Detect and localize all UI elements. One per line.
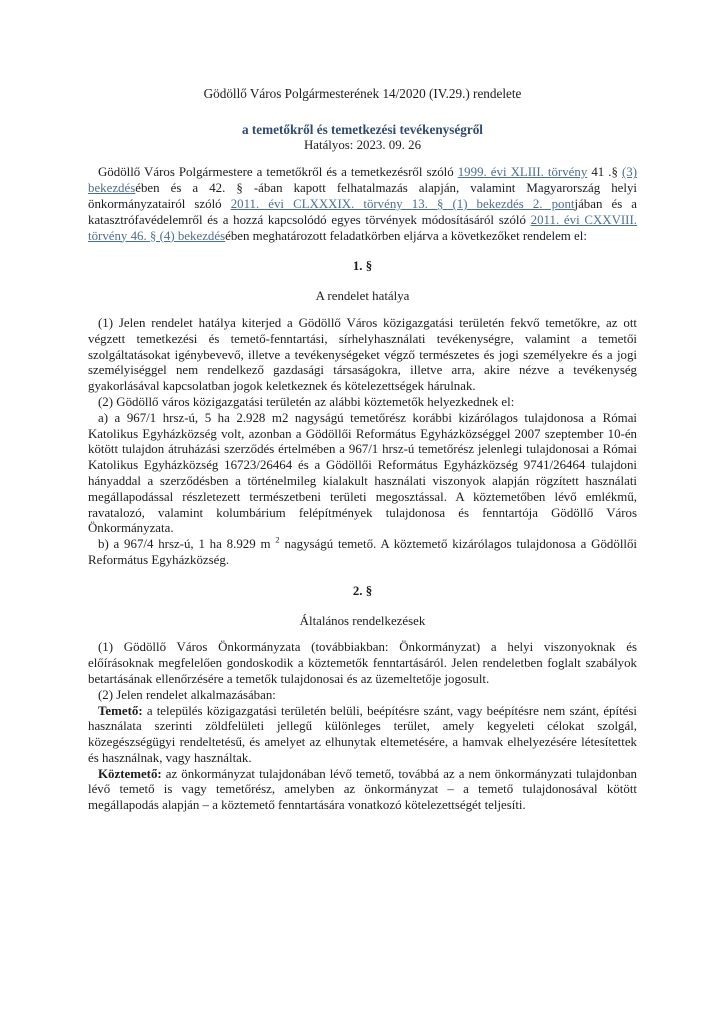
superscript-number: 2 (275, 534, 280, 545)
text-run: (1) Jelen rendelet hatálya kiterjed a Gödöllő Város közigazgatási területén fekvő temetőkre, az ott végzett temetkezési és temető-fenntartási, sírhelyhasználati tevékenységre, valamint a temetői szolgáltatásokat igénybevevő, illetve a tevékenységeket végző természetes és jogi személyekre és a jogi személyiséggel nem rendelkező gazdasági társaságokra, illetve arra, akire nézve a tevékenység gyakorlásával kapcsolatban jogok keletkeznek és kötelezettségek hárulnak. (88, 315, 637, 394)
legal-reference-link[interactable]: 1999. évi XLIII. törvény (457, 165, 588, 180)
text-run: az önkormányzat tulajdonában lévő temető, továbbá az a nem önkormányzati tulajdonban lévő temető is vagy temetőrész, amelyben az önkormányzat – a temető tulajdonosával kötött megállapodás alapján – a köztemető fenntartására vonatkozó kötelezettségét teljesíti. (88, 766, 637, 813)
text-run: (1) Gödöllő Város Önkormányzata (továbbiakban: Önkormányzat) a helyi viszonyoknak és előírásoknak megfelelően gondoskodik a köztemetők fenntartásáról. Jelen rendeletben foglalt szabályok betartásának ellenőrzésére a temetők tulajdonosai és az üzemeltetője jogosult. (88, 640, 637, 686)
paragraph (88, 688, 637, 704)
document-subtitle: a temetőkről és temetkezési tevékenységről (242, 121, 483, 137)
document-title: Gödöllő Város Polgármesterének 14/2020 (IV.29.) rendelete (203, 86, 522, 101)
section-number: 2. § (352, 583, 373, 598)
text-run: nagyságú temető. A köztemető kizárólagos tulajdonosa a Gödöllői Református Egyházközség. (88, 537, 638, 567)
paragraph (88, 767, 637, 814)
section-title: A rendelet hatálya (315, 289, 410, 304)
text-run: a település közigazgatási területén belüli, beépítésre szánt, vagy beépítésre nem szánt, építési használata szerinti zöldfelületi jellegű különleges terület, amely kegyeleti célokat szolgál, közegészségügyi rendeltetésű, és amelyet az elhunytak eltemetésére, a hamvak elhelyezésére létesítettek és használnak, vagy használtak. (88, 703, 637, 765)
legal-reference-link[interactable]: (3) bekezdés (88, 165, 637, 196)
text-run: a) a 967/1 hrsz-ú, 5 ha 2.928 m2 nagyságú temetőrész korábbi kizárólagos tulajdonosa a Római Katolikus Egyházközség volt, azonban a Gödöllői Református Egyházközséggel 2007 szeptember 10-én kötött tulajdon átruházási szerződés értelmében a 967/1 hrsz-ú temetőrész jelenlegi tulajdonosai a Római Katolikus Egyházközség 16723/26464 és a Gödöllői Református Egyházközség 9741/26464 tulajdoni hányaddal a szerződésben a történelmileg kialakult használati viszonyok alapján rögzített használati megállapodással részletezett természetbeni területi megosztással. A köztemetőben lévő emlékmű, ravatalozó, valamint kolumbárium felépítmények tulajdonosa és fenntartója Gödöllő Város Önkormányzata. (88, 410, 637, 536)
paragraph (88, 704, 637, 767)
section-title: Általános rendelkezések (299, 613, 426, 628)
text-run: jában és a katasztrófavédelemről és a hozzá kapcsolódó egyes törvények módosításáról szóló (88, 196, 637, 227)
text-run: ében és a 42. § -ában kapott felhatalmazás alapján, valamint Magyarország helyi önkormányzatairól szóló (88, 181, 637, 211)
paragraph (88, 534, 638, 569)
paragraph (88, 395, 637, 411)
defined-term: Köztemető: (98, 766, 162, 781)
document-body (88, 165, 637, 814)
text-run: Gödöllő Város Polgármestere a temetőkről és a temetkezésről szóló (98, 165, 458, 180)
paragraph (88, 640, 637, 687)
paragraph (88, 411, 637, 537)
defined-term: Temető: (98, 703, 143, 718)
section-number: 1. § (352, 259, 373, 274)
effective-date: Hatályos: 2023. 09. 26 (303, 137, 422, 152)
text-run: (2) Jelen rendelet alkalmazásában: (98, 687, 276, 702)
paragraph (88, 165, 637, 244)
legal-reference-link[interactable]: 2011. évi CLXXXIX. törvény 13. § (1) bekezdés 2. pont (230, 196, 575, 211)
text-run: 41 .§ (587, 165, 622, 180)
paragraph (88, 316, 637, 395)
legal-reference-link[interactable]: 2011. évi CXXVIII. törvény 46. § (4) bekezdés (88, 212, 637, 243)
text-run: b) a 967/4 hrsz-ú, 1 ha 8.929 m (98, 537, 276, 552)
document-header (88, 86, 637, 153)
text-run: ében meghatározott feladatkörben eljárva a következőket rendelem el: (225, 228, 587, 243)
text-run: (2) Gödöllő város közigazgatási területén az alábbi köztemetők helyezkednek el: (98, 394, 515, 409)
